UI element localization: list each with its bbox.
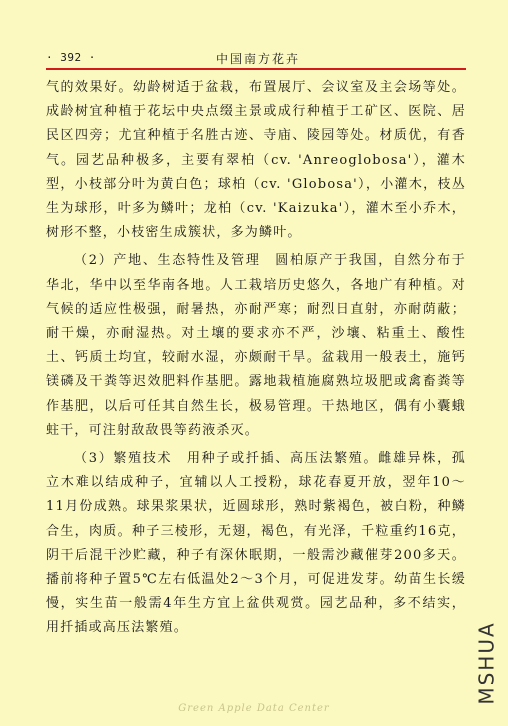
running-title: 中国南方花卉 <box>216 52 301 66</box>
paragraph-2: （2）产地、生态特性及管理 圆柏原产于我国，自然分布于华北，华中以至华南各地。人工栽培历史悠久，各地广有种植。对气候的适应性极强，耐暑热，亦耐严寒；耐烈日直射，亦耐荫蔽；耐干燥，亦耐湿热。对土壤的要求亦不严，沙壤、粘重土、酸性土、钙质土均宜，较耐水湿，亦颇耐干旱。盆栽用一般表土，施钙镁磷及干粪等迟效肥料作基肥。露地栽植施腐熟垃圾肥或禽畜粪等作基肥，以后可任其自然生长，极易管理。干热地区，偶有小囊蛾蛀干，可注射敌敌畏等药液杀灭。 <box>46 253 466 438</box>
paragraph-1: 气的效果好。幼龄树适于盆栽，布置展厅、会议室及主会场等处。成龄树宜种植于花坛中央点缀主景或成行种植于工矿区、医院、居民区四旁；尤宜种植于名胜古迹、寺庙、陵园等处。材质优，有香气。园艺品种极多，主要有翠柏（cv. 'Anreoglobosa'），灌木型，小枝部分叶为黄白色；球柏（cv. 'Globosa'），小灌木，枝丛生为球形，叶多为鳞叶；龙柏（cv. 'Kaizuka'），灌木至小乔木，树形不整，小枝密生成簇状，多为鳞叶。 <box>46 80 466 241</box>
side-watermark <box>470 608 504 718</box>
bottom-watermark: Green Apple Data Center <box>178 703 330 714</box>
header-rule <box>46 68 466 70</box>
side-watermark-text: MSHUA <box>475 621 499 705</box>
body-text <box>46 76 466 645</box>
page-header <box>46 50 466 68</box>
paragraph-3: （3）繁殖技术 用种子或扦插、高压法繁殖。雌雄异株，孤立木难以结成种子，宜辅以人工授粉，球花春夏开放，翌年10～11月份成熟。球果浆果状，近圆球形，熟时紫褐色，被白粉，种鳞合生，肉质。种子三棱形，无翅，褐色，有光泽，千粒重约16克，阴干后混干沙贮藏，种子有深休眠期，一般需沙藏催芽200多天。播前将种子置5℃左右低温处2～3个月，可促进发芽。幼苗生长缓慢，实生苗一般需4年生方宜上盆供观赏。园艺品种，多不结实，用扦插或高压法繁殖。 <box>46 451 466 636</box>
page-number: · 392 · <box>46 51 96 64</box>
